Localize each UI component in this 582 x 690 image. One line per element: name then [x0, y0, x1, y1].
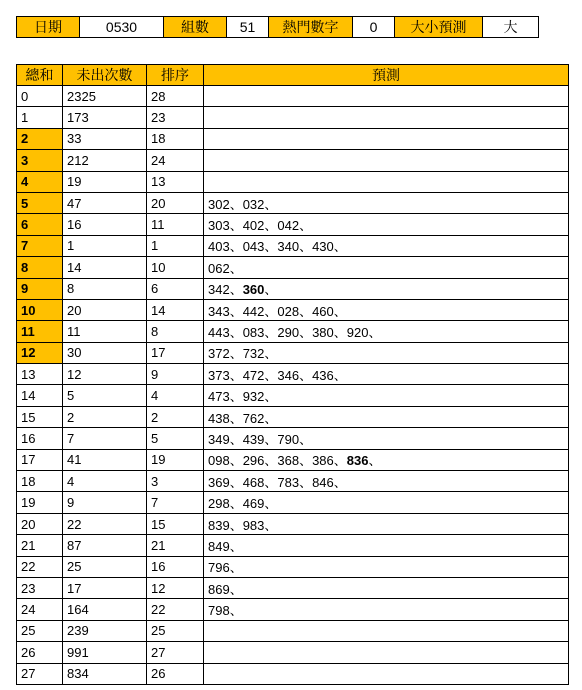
miss-count-cell: 239: [63, 620, 147, 641]
prediction-cell: [204, 642, 569, 663]
prediction-text: 、: [368, 453, 382, 469]
table-row: [17, 192, 569, 213]
rank-cell: 26: [147, 663, 204, 684]
rank-cell: 21: [147, 535, 204, 556]
table-row: [17, 257, 569, 278]
miss-count-cell: 11: [63, 321, 147, 342]
rank-cell: 1: [147, 235, 204, 256]
prediction-cell: [204, 406, 569, 427]
prediction-cell: [204, 171, 569, 192]
rank-cell: 10: [147, 257, 204, 278]
prediction-cell: [204, 385, 569, 406]
prediction-text: 798、: [208, 603, 243, 619]
prediction-cell: [204, 535, 569, 556]
size-prediction-value: 大: [483, 17, 539, 38]
size-prediction-label: 大小預測: [395, 17, 483, 38]
sum-cell: 6: [17, 214, 63, 235]
miss-count-cell: 33: [63, 128, 147, 149]
sum-cell: 0: [17, 86, 63, 107]
table-row: [17, 342, 569, 363]
table-row: [17, 364, 569, 385]
sum-cell: 18: [17, 471, 63, 492]
miss-count-cell: 22: [63, 513, 147, 534]
prediction-cell: [204, 428, 569, 449]
prediction-text: 303、402、042、: [208, 218, 313, 234]
sum-cell: 16: [17, 428, 63, 449]
sum-cell: 20: [17, 513, 63, 534]
sum-cell: 24: [17, 599, 63, 620]
table-row: [17, 599, 569, 620]
sum-cell: 13: [17, 364, 63, 385]
sum-cell: 26: [17, 642, 63, 663]
prediction-text: 369、468、783、846、: [208, 474, 347, 490]
prediction-cell: [204, 214, 569, 235]
rank-cell: 14: [147, 299, 204, 320]
sum-cell: 11: [17, 321, 63, 342]
rank-cell: 20: [147, 192, 204, 213]
table-row: [17, 128, 569, 149]
sum-cell: 17: [17, 449, 63, 470]
prediction-cell: [204, 577, 569, 598]
prediction-cell: [204, 599, 569, 620]
miss-count-cell: 5: [63, 385, 147, 406]
sum-cell: 1: [17, 107, 63, 128]
summary-header-table: [16, 16, 539, 38]
prediction-text: 372、732、: [208, 346, 278, 362]
rank-cell: 17: [147, 342, 204, 363]
miss-count-cell: 8: [63, 278, 147, 299]
sum-cell: 3: [17, 150, 63, 171]
summary-header-row: [17, 17, 539, 38]
rank-cell: 16: [147, 556, 204, 577]
prediction-text: 302、032、: [208, 196, 278, 212]
prediction-cell: [204, 556, 569, 577]
prediction-cell: [204, 150, 569, 171]
table-row: [17, 513, 569, 534]
column-header-sum: 總和: [17, 65, 63, 86]
table-row: [17, 620, 569, 641]
prediction-cell: [204, 128, 569, 149]
table-row: [17, 492, 569, 513]
table-row: [17, 299, 569, 320]
prediction-hot-number: 360: [242, 282, 265, 298]
prediction-cell: [204, 107, 569, 128]
prediction-text: 403、043、340、430、: [208, 239, 347, 255]
sum-cell: 15: [17, 406, 63, 427]
miss-count-cell: 19: [63, 171, 147, 192]
groups-label: 組數: [164, 17, 227, 38]
prediction-text: 839、983、: [208, 517, 278, 533]
rank-cell: 27: [147, 642, 204, 663]
miss-count-cell: 4: [63, 471, 147, 492]
sum-cell: 4: [17, 171, 63, 192]
miss-count-cell: 12: [63, 364, 147, 385]
sum-cell: 2: [17, 128, 63, 149]
prediction-text: 373、472、346、436、: [208, 367, 347, 383]
prediction-text: 849、: [208, 538, 243, 554]
rank-cell: 25: [147, 620, 204, 641]
sum-cell: 22: [17, 556, 63, 577]
miss-count-cell: 173: [63, 107, 147, 128]
table-row: [17, 107, 569, 128]
rank-cell: 18: [147, 128, 204, 149]
table-row: [17, 471, 569, 492]
prediction-cell: [204, 86, 569, 107]
prediction-cell: [204, 449, 569, 470]
prediction-cell: [204, 257, 569, 278]
rank-cell: 22: [147, 599, 204, 620]
sum-cell: 25: [17, 620, 63, 641]
sum-cell: 19: [17, 492, 63, 513]
miss-count-cell: 834: [63, 663, 147, 684]
sum-cell: 27: [17, 663, 63, 684]
date-label: 日期: [17, 17, 80, 38]
rank-cell: 5: [147, 428, 204, 449]
table-row: [17, 150, 569, 171]
miss-count-cell: 17: [63, 577, 147, 598]
prediction-text: 062、: [208, 260, 243, 276]
table-body: [17, 86, 569, 685]
prediction-text: 438、762、: [208, 410, 278, 426]
rank-cell: 9: [147, 364, 204, 385]
table-row: [17, 577, 569, 598]
miss-count-cell: 16: [63, 214, 147, 235]
rank-cell: 28: [147, 86, 204, 107]
prediction-text: 、: [264, 282, 278, 298]
table-row: [17, 235, 569, 256]
rank-cell: 6: [147, 278, 204, 299]
rank-cell: 4: [147, 385, 204, 406]
prediction-text: 869、: [208, 581, 243, 597]
prediction-text: 349、439、790、: [208, 431, 313, 447]
prediction-cell: [204, 364, 569, 385]
prediction-cell: [204, 192, 569, 213]
sum-cell: 23: [17, 577, 63, 598]
table-row: [17, 171, 569, 192]
miss-count-cell: 14: [63, 257, 147, 278]
table-row: [17, 214, 569, 235]
miss-count-cell: 164: [63, 599, 147, 620]
prediction-cell: [204, 299, 569, 320]
miss-count-cell: 87: [63, 535, 147, 556]
table-row: [17, 86, 569, 107]
sum-cell: 10: [17, 299, 63, 320]
prediction-text: 343、442、028、460、: [208, 303, 347, 319]
column-header-miss-count: 未出次數: [63, 65, 147, 86]
rank-cell: 11: [147, 214, 204, 235]
table-row: [17, 321, 569, 342]
miss-count-cell: 991: [63, 642, 147, 663]
column-header-prediction: 預測: [204, 65, 569, 86]
rank-cell: 13: [147, 171, 204, 192]
prediction-text: 796、: [208, 560, 243, 576]
prediction-cell: [204, 471, 569, 492]
prediction-cell: [204, 278, 569, 299]
table-header-row: [17, 65, 569, 86]
prediction-text: 342、: [208, 282, 243, 298]
prediction-text: 298、469、: [208, 496, 278, 512]
date-value: 0530: [80, 17, 164, 38]
miss-count-cell: 9: [63, 492, 147, 513]
rank-cell: 15: [147, 513, 204, 534]
prediction-cell: [204, 342, 569, 363]
sum-cell: 9: [17, 278, 63, 299]
miss-count-cell: 41: [63, 449, 147, 470]
miss-count-cell: 212: [63, 150, 147, 171]
prediction-hot-number: 836: [346, 453, 369, 469]
hot-number-value: 0: [353, 17, 395, 38]
groups-value: 51: [227, 17, 269, 38]
table-row: [17, 556, 569, 577]
prediction-text: 098、296、368、386、: [208, 453, 347, 469]
sum-cell: 21: [17, 535, 63, 556]
rank-cell: 8: [147, 321, 204, 342]
table-row: [17, 535, 569, 556]
prediction-cell: [204, 235, 569, 256]
table-row: [17, 642, 569, 663]
sum-cell: 12: [17, 342, 63, 363]
prediction-table: [16, 64, 569, 685]
prediction-cell: [204, 492, 569, 513]
miss-count-cell: 2325: [63, 86, 147, 107]
rank-cell: 3: [147, 471, 204, 492]
miss-count-cell: 47: [63, 192, 147, 213]
sum-cell: 5: [17, 192, 63, 213]
prediction-text: 473、932、: [208, 389, 278, 405]
hot-number-label: 熱門數字: [269, 17, 353, 38]
rank-cell: 24: [147, 150, 204, 171]
prediction-cell: [204, 321, 569, 342]
miss-count-cell: 1: [63, 235, 147, 256]
rank-cell: 12: [147, 577, 204, 598]
rank-cell: 23: [147, 107, 204, 128]
miss-count-cell: 7: [63, 428, 147, 449]
prediction-cell: [204, 513, 569, 534]
table-row: [17, 406, 569, 427]
rank-cell: 7: [147, 492, 204, 513]
table-row: [17, 385, 569, 406]
table-row: [17, 663, 569, 684]
sum-cell: 14: [17, 385, 63, 406]
table-row: [17, 278, 569, 299]
miss-count-cell: 25: [63, 556, 147, 577]
column-header-rank: 排序: [147, 65, 204, 86]
miss-count-cell: 30: [63, 342, 147, 363]
prediction-text: 443、083、290、380、920、: [208, 324, 382, 340]
prediction-cell: [204, 663, 569, 684]
rank-cell: 2: [147, 406, 204, 427]
rank-cell: 19: [147, 449, 204, 470]
table-row: [17, 449, 569, 470]
prediction-cell: [204, 620, 569, 641]
sum-cell: 7: [17, 235, 63, 256]
miss-count-cell: 20: [63, 299, 147, 320]
table-row: [17, 428, 569, 449]
sum-cell: 8: [17, 257, 63, 278]
miss-count-cell: 2: [63, 406, 147, 427]
